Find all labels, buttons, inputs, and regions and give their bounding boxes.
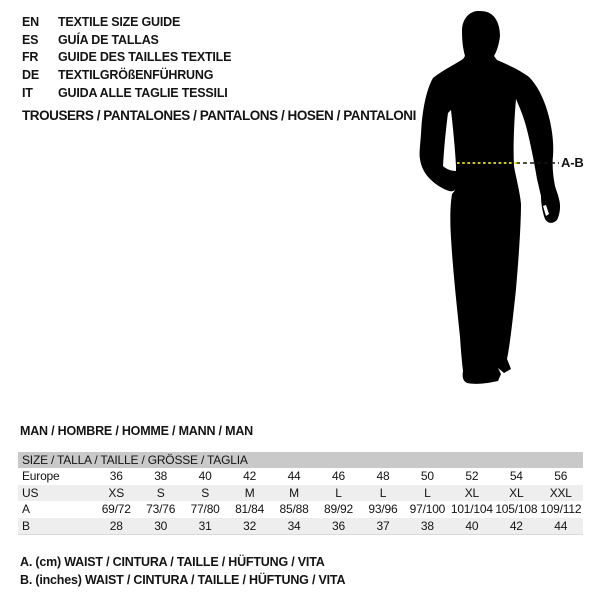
table-cell: 77/80 (190, 502, 220, 517)
size-table-header: SIZE / TALLA / TAILLE / GRÖSSE / TAGLIA (18, 452, 583, 468)
table-cell: XS (108, 485, 125, 500)
table-cell: 97/100 (409, 502, 446, 517)
row-label: Europe (22, 469, 60, 484)
table-cell: 52 (465, 469, 479, 484)
table-cell: 109/112 (540, 502, 582, 517)
table-cell: 40 (465, 519, 479, 534)
table-cell: XL (509, 485, 524, 500)
language-label: GUIDA ALLE TAGLIE TESSILI (58, 85, 228, 100)
language-row (22, 84, 231, 102)
table-cell: 36 (332, 519, 345, 534)
table-cell: 56 (554, 469, 568, 484)
language-code: IT (22, 85, 33, 100)
language-label: GUÍA DE TALLAS (58, 32, 159, 47)
category-title: TROUSERS / PANTALONES / PANTALONS / HOSEN / PANTALONI (22, 108, 416, 123)
table-cell: 85/88 (279, 502, 309, 517)
table-cell: M (289, 485, 299, 500)
table-cell: 30 (154, 519, 168, 534)
language-row (22, 13, 231, 31)
table-cell: 42 (243, 469, 257, 484)
language-code: EN (22, 14, 39, 29)
table-row (18, 501, 583, 518)
table-cell: 38 (420, 519, 434, 534)
table-cell: 36 (109, 469, 123, 484)
table-cell: 105/108 (495, 502, 538, 517)
table-cell: 28 (109, 519, 123, 534)
table-cell: S (201, 485, 210, 500)
table-cell: M (244, 485, 255, 500)
row-label: US (22, 485, 39, 500)
table-cell: 37 (376, 519, 390, 534)
language-label: TEXTILE SIZE GUIDE (58, 14, 181, 29)
table-cell: 81/84 (235, 502, 265, 517)
size-table (18, 452, 583, 535)
language-label: TEXTILGRÖßENFÜHRUNG (58, 67, 214, 82)
table-cell: 46 (332, 469, 345, 484)
language-list (22, 13, 231, 101)
note-b: B. (inches) WAIST / CINTURA / TAILLE / HÜFTUNG / VITA (20, 572, 346, 587)
table-cell: 44 (554, 519, 568, 534)
gender-title: MAN / HOMBRE / HOMME / MANN / MAN (20, 424, 253, 438)
table-cell: 32 (243, 519, 257, 534)
measurement-notes (20, 554, 345, 589)
table-cell: 44 (287, 469, 301, 484)
note-a: A. (cm) WAIST / CINTURA / TAILLE / HÜFTUNG / VITA (20, 555, 325, 569)
table-cell: L (379, 485, 387, 500)
table-cell: 50 (420, 469, 434, 484)
man-silhouette (400, 0, 600, 400)
language-code: ES (22, 32, 39, 47)
table-cell: 40 (198, 469, 212, 484)
language-row (22, 31, 231, 49)
row-label: A (22, 502, 30, 517)
language-label: GUIDE DES TAILLES TEXTILE (58, 50, 232, 65)
silhouette-body (420, 11, 560, 384)
row-label: B (22, 519, 30, 534)
table-cell: L (424, 485, 431, 500)
language-code: FR (22, 50, 39, 65)
table-cell: 69/72 (101, 502, 131, 517)
table-row (18, 485, 583, 502)
table-cell: S (156, 485, 165, 500)
table-cell: XL (464, 485, 479, 500)
table-cell: 89/92 (323, 502, 353, 517)
language-row (22, 48, 231, 66)
waist-marker-label: A-B (561, 155, 584, 170)
table-cell: 42 (509, 519, 523, 534)
table-cell: 101/104 (450, 502, 493, 517)
table-cell: XXL (549, 485, 572, 500)
table-cell: 48 (376, 469, 390, 484)
size-table-body (18, 468, 583, 534)
table-cell: L (335, 485, 342, 500)
table-row (18, 518, 583, 535)
table-cell: 31 (198, 519, 212, 534)
table-cell: 34 (287, 519, 301, 534)
table-cell: 54 (509, 469, 523, 484)
table-row (18, 468, 583, 485)
language-row (22, 66, 231, 84)
table-cell: 93/96 (368, 502, 398, 517)
table-cell: 38 (154, 469, 168, 484)
table-cell: 73/76 (146, 502, 176, 517)
language-code: DE (22, 67, 39, 82)
